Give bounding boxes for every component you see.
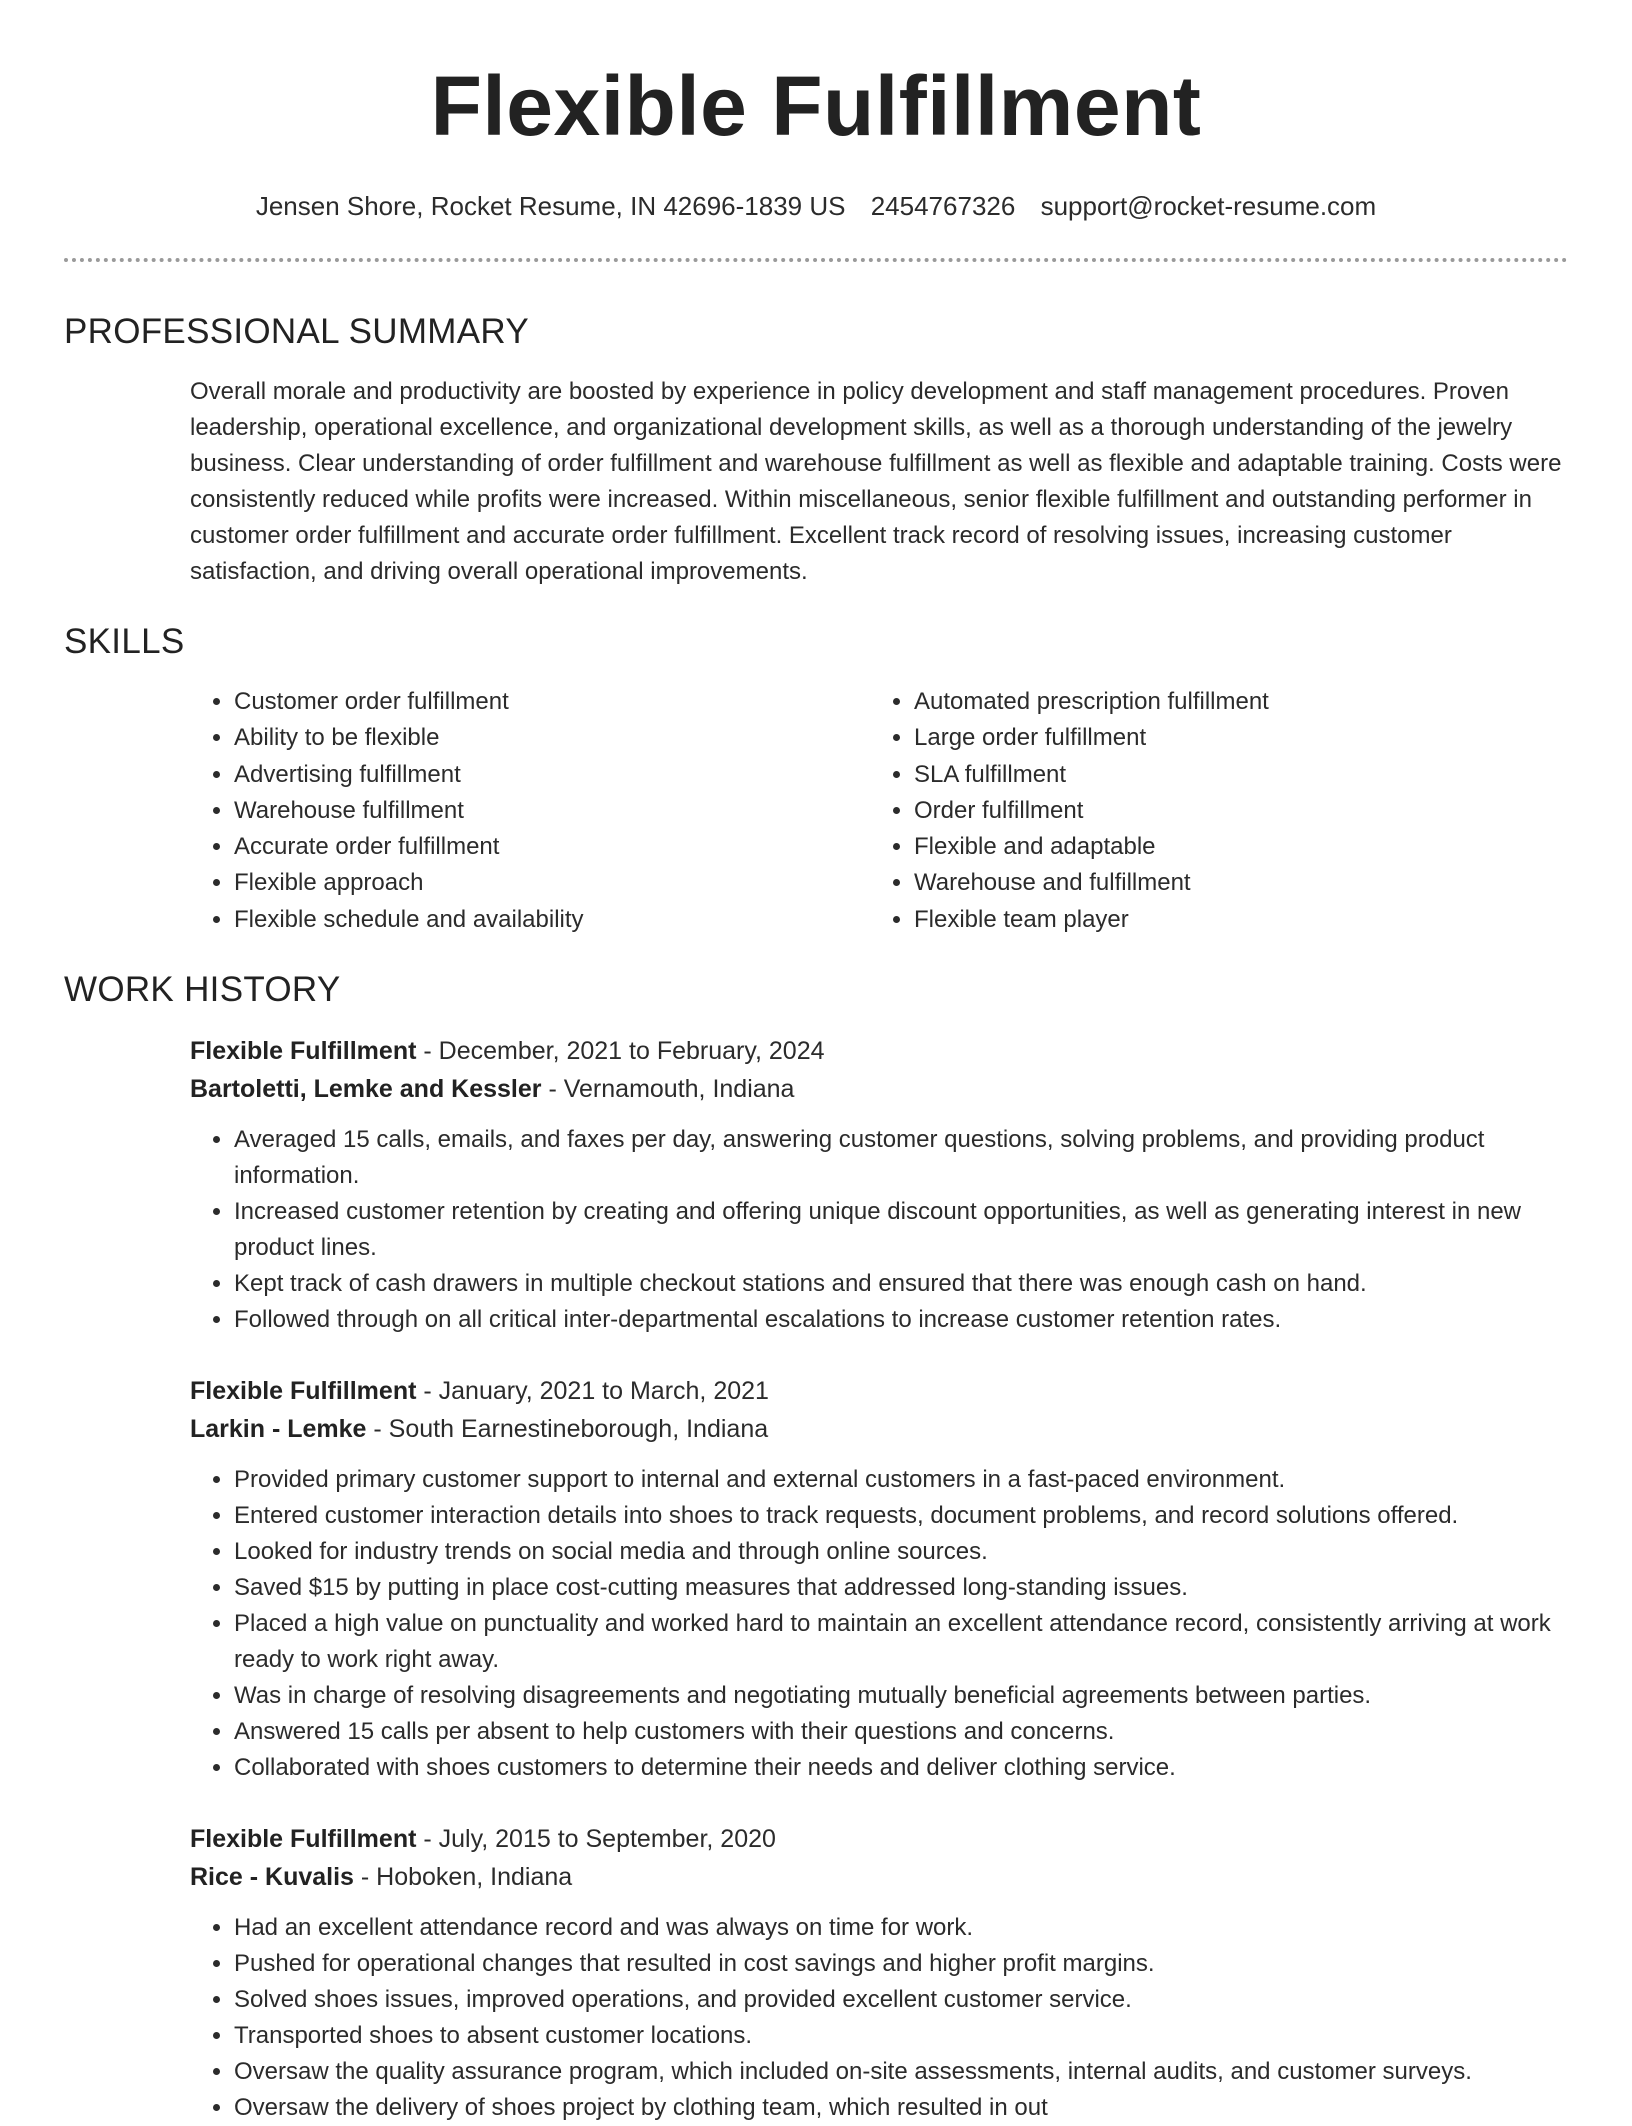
contact-line — [64, 190, 1568, 222]
job-company-line — [190, 1410, 1568, 1448]
skill-item: • Flexible schedule and availability — [234, 902, 870, 938]
skill-item: • Flexible approach — [234, 865, 870, 901]
job-bullet: • Followed through on all critical inter-departmental escalations to increase customer retention rates. — [234, 1302, 1568, 1338]
job-bullet: • Looked for industry trends on social media and through online sources. — [234, 1534, 1568, 1570]
job-title-line — [190, 1372, 1568, 1410]
job-entry — [190, 1032, 1568, 1338]
skills-column-left — [190, 684, 870, 938]
job-company-line — [190, 1858, 1568, 1896]
job-company: Bartoletti, Lemke and Kessler — [190, 1075, 542, 1104]
skill-item: • Flexible team player — [914, 902, 1550, 938]
job-bullet: • Provided primary customer support to internal and external customers in a fast-paced environment. — [234, 1462, 1568, 1498]
job-company-line — [190, 1070, 1568, 1108]
job-bullet: • Solved shoes issues, improved operations, and provided excellent customer service. — [234, 1982, 1568, 2018]
job-bullet: • Saved $15 by putting in place cost-cutting measures that addressed long-standing issues. — [234, 1570, 1568, 1606]
job-bullet: • Collaborated with shoes customers to determine their needs and deliver clothing service. — [234, 1750, 1568, 1786]
skill-item: • Flexible and adaptable — [914, 829, 1550, 865]
job-title-line — [190, 1820, 1568, 1858]
job-bullet: • Averaged 15 calls, emails, and faxes per day, answering customer questions, solving problems, and providing product information. — [234, 1122, 1568, 1194]
job-bullet: • Entered customer interaction details into shoes to track requests, document problems, and record solutions offered. — [234, 1498, 1568, 1534]
job-role: Flexible Fulfillment — [190, 1037, 417, 1066]
work-history-heading: WORK HISTORY — [64, 970, 341, 1010]
skill-item: • Accurate order fulfillment — [234, 829, 870, 865]
candidate-name: Flexible Fulfillment — [430, 59, 1202, 153]
job-bullet: • Oversaw the quality assurance program, which included on-site assessments, internal audits, and customer surveys. — [234, 2054, 1568, 2090]
skill-item: • Warehouse fulfillment — [234, 793, 870, 829]
job-bullet: • Increased customer retention by creating and offering unique discount opportunities, as well as generating interest in new product lines. — [234, 1194, 1568, 1266]
skill-item: • Advertising fulfillment — [234, 757, 870, 793]
job-location: - Vernamouth, Indiana — [541, 1075, 795, 1104]
job-role: Flexible Fulfillment — [190, 1825, 417, 1854]
job-bullet: • Had an excellent attendance record and was always on time for work. — [234, 1910, 1568, 1946]
job-dates: - July, 2015 to September, 2020 — [416, 1825, 776, 1854]
resume-page — [64, 0, 1568, 2126]
job-bullet: • Transported shoes to absent customer locations. — [234, 2018, 1568, 2054]
job-bullet: • Answered 15 calls per absent to help customers with their questions and concerns. — [234, 1714, 1568, 1750]
job-location: - Hoboken, Indiana — [353, 1863, 573, 1892]
summary-heading: PROFESSIONAL SUMMARY — [64, 312, 529, 351]
job-entry — [190, 1820, 1568, 2126]
job-dates: - December, 2021 to February, 2024 — [416, 1037, 825, 1066]
skill-item: • Automated prescription fulfillment — [914, 684, 1550, 720]
job-company: Rice - Kuvalis — [190, 1863, 354, 1892]
skills-heading: SKILLS — [64, 622, 185, 661]
header-divider — [64, 258, 1568, 262]
job-bullets — [190, 1910, 1568, 2126]
job-title-line — [190, 1032, 1568, 1070]
skills-list — [190, 684, 1568, 938]
job-bullet: • Was in charge of resolving disagreements and negotiating mutually beneficial agreements between parties. — [234, 1678, 1568, 1714]
job-company: Larkin - Lemke — [190, 1415, 367, 1444]
skill-item: • Ability to be flexible — [234, 720, 870, 756]
contact-email: support@rocket-resume.com — [1040, 191, 1377, 221]
job-bullet: • Pushed for operational changes that resulted in cost savings and higher profit margins. — [234, 1946, 1568, 1982]
skill-item: • Warehouse and fulfillment — [914, 865, 1550, 901]
job-bullet: • Placed a high value on punctuality and worked hard to maintain an excellent attendance record, consistently arriving at work ready to work right away. — [234, 1606, 1568, 1678]
skill-item: • Customer order fulfillment — [234, 684, 870, 720]
job-entry — [190, 1372, 1568, 1786]
contact-address: Jensen Shore, Rocket Resume, IN 42696-1839 US — [255, 191, 846, 221]
skills-column-right — [870, 684, 1550, 938]
job-bullets — [190, 1462, 1568, 1786]
job-bullet: • Oversaw the delivery of shoes project by clothing team, which resulted in out — [234, 2090, 1568, 2126]
job-bullet: • Kept track of cash drawers in multiple checkout stations and ensured that there was enough cash on hand. — [234, 1266, 1568, 1302]
contact-phone: 2454767326 — [870, 191, 1016, 221]
job-location: - South Earnestineborough, Indiana — [366, 1415, 769, 1444]
job-role: Flexible Fulfillment — [190, 1377, 417, 1406]
job-dates: - January, 2021 to March, 2021 — [416, 1377, 769, 1406]
job-bullets — [190, 1122, 1568, 1338]
skill-item: • SLA fulfillment — [914, 757, 1550, 793]
summary-text: Overall morale and productivity are boosted by experience in policy development and staff management procedures. Proven leadership, operational excellence, and organizational development skills, as well as a thorough understanding of the jewelry business. Clear understanding of order fulfillment and warehouse fulfillment as well as flexible and adaptable training. Costs were consistently reduced while profits were increased. Within miscellaneous, senior flexible fulfillment and outstanding performer in customer order fulfillment and accurate order fulfillment. Excellent track record of resolving issues, increasing customer satisfaction, and driving overall operational improvements. — [190, 378, 1562, 585]
skill-item: • Large order fulfillment — [914, 720, 1550, 756]
skill-item: • Order fulfillment — [914, 793, 1550, 829]
